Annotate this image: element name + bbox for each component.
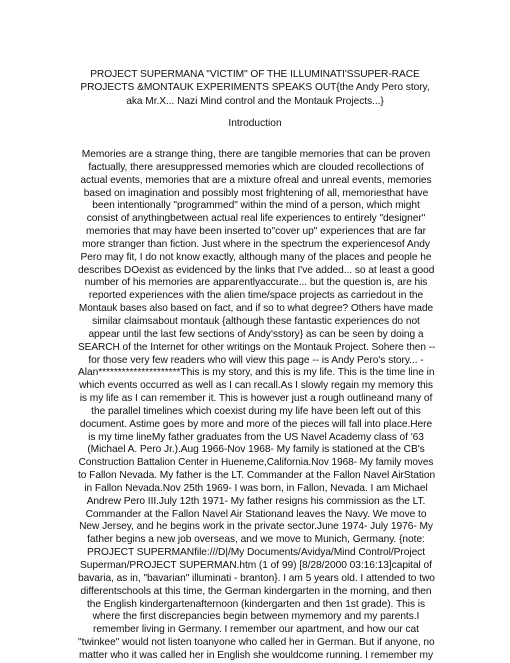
body-line: Andrew Pero III.July 12th 1971- My father resigns his commission as the LT. [86,495,426,507]
body-line: "twinkee" would not listen toanyone who called her in German. But if anyone, no [78,637,435,649]
body-line: more stranger than fiction. Just where in the spectrum the experiencesof Andy [82,238,430,250]
body-line: actual events, memories that are a mixture ofreal and unreal events, memories [80,174,432,186]
body-line: Montauk bases also based on fact, and if so to what degree? Others have made [78,303,434,315]
body-line: differentschools at this time, the German kindergarten in the morning, and then [80,585,432,597]
body-line: the parallel timelines which coexist during my life have been left out of this [91,405,421,417]
body-line: father begins a new job overseas, and we move to Munich, Germany. {note: [87,534,425,546]
body-line: SEARCH of the Internet for other writings on the Montauk Project. Sohere then -- [78,341,436,353]
body-line: been intentionally "programmed" within the mind of a person, which might [92,200,420,212]
body-line: describes DOexist as evidenced by the links that I've added... so at least a good [78,264,435,276]
body-line: Alan*********************This is my story, and this is my life. This is the time line in [78,367,435,379]
title-line: PROJECTS &MONTAUK EXPERIMENTS SPEAKS OUT{the Andy Pero story, [80,82,430,94]
body-line: for those very few readers who will view this page -- is Andy Pero's story... - [88,354,424,366]
body-line: document. Astime goes by more and more of the pieces will fall into place.Here [79,418,433,430]
body-line: consist of anythingbetween actual real life experiences to entirely "designer" [86,213,426,225]
body-line: Commander at the Fallon Navel Air Stationand leaves the Navy. We move to [85,508,427,520]
body-line: similar claimsabout montauk {although these fantastic experiences do not [92,315,420,327]
body-line: memories that may have been inserted to"cover up" experiences that are far [86,226,426,238]
body-line: Memories are a strange thing, there are tangible memories that can be proven [81,149,431,160]
body-paragraph [78,149,434,663]
body-line: is my time lineMy father graduates from the US Navel Academy class of '63 [88,431,424,443]
title-line: aka Mr.X... Nazi Mind control and the Montauk Projects...} [126,95,384,107]
body-line: factually, there aresuppressed memories which are clouded recollections of [88,161,424,173]
body-line: PROJECT SUPERMANfile:///D|/My Documents/Avidya/Mind Control/Project [86,547,426,559]
body-line: (Michael A. Pero Jr.).Aug 1966-Nov 1968- My family is stationed at the CB's [87,444,425,456]
document-title [76,68,434,108]
body-line: matter who it was called her in English she wouldcome running. I remember my [78,649,434,661]
body-line: New Jersey, and he begins work in the private sector.June 1974- July 1976- My [79,521,433,533]
body-line: Pero may fit, I do not know exactly, although many of the places and people he [80,251,432,263]
body-line: bavaria, as in, "bavarian" illuminati - branton}. I am 5 years old. I attended to two [78,572,435,584]
section-heading-introduction: Introduction [228,118,282,129]
body-line: remember living in Germany. I remember our apartment, and how our cat [93,624,419,636]
body-line: the English kindergartenafternoon (kindergarten and then 1st grade). This is [86,598,426,610]
body-line: appear until the last few sections of Andy'sstory} as can be seen by doing a [88,328,424,340]
body-line: which events occurred as well as I can recall.As I slowly regain my memory this [79,380,433,392]
body-line: in Fallon Nevada.Nov 25th 1969- I was born, in Fallon, Nevada. I am Michael [84,482,428,494]
body-line: based on imagination and possibly most frightening of all, memoriesthat have [83,187,429,199]
body-line: is my life as I can remember it. This is however just a rough outlineand many of [79,393,433,405]
body-line: where the first discrepancies begin between mymemory and my parents.I [92,611,420,623]
body-line: reported experiences with the alien time/space projects as carriedout in the [88,290,424,302]
body-line: to Fallon Nevada. My father is the LT. Commander at the Fallon Navel AirStation [78,470,436,482]
title-line: PROJECT SUPERMANA "VICTIM" OF THE ILLUMINATI'SSUPER-RACE [90,69,420,80]
body-line: Construction Battalion Center in Hueneme,California.Nov 1968- My family moves [78,457,434,469]
body-line: Superman/PROJECT SUPERMAN.htm (1 of 99) [8/28/2000 03:16:13]capital of [80,560,432,571]
body-line: number of his memories are apparentlyaccurate... but the question is, are his [84,277,428,289]
